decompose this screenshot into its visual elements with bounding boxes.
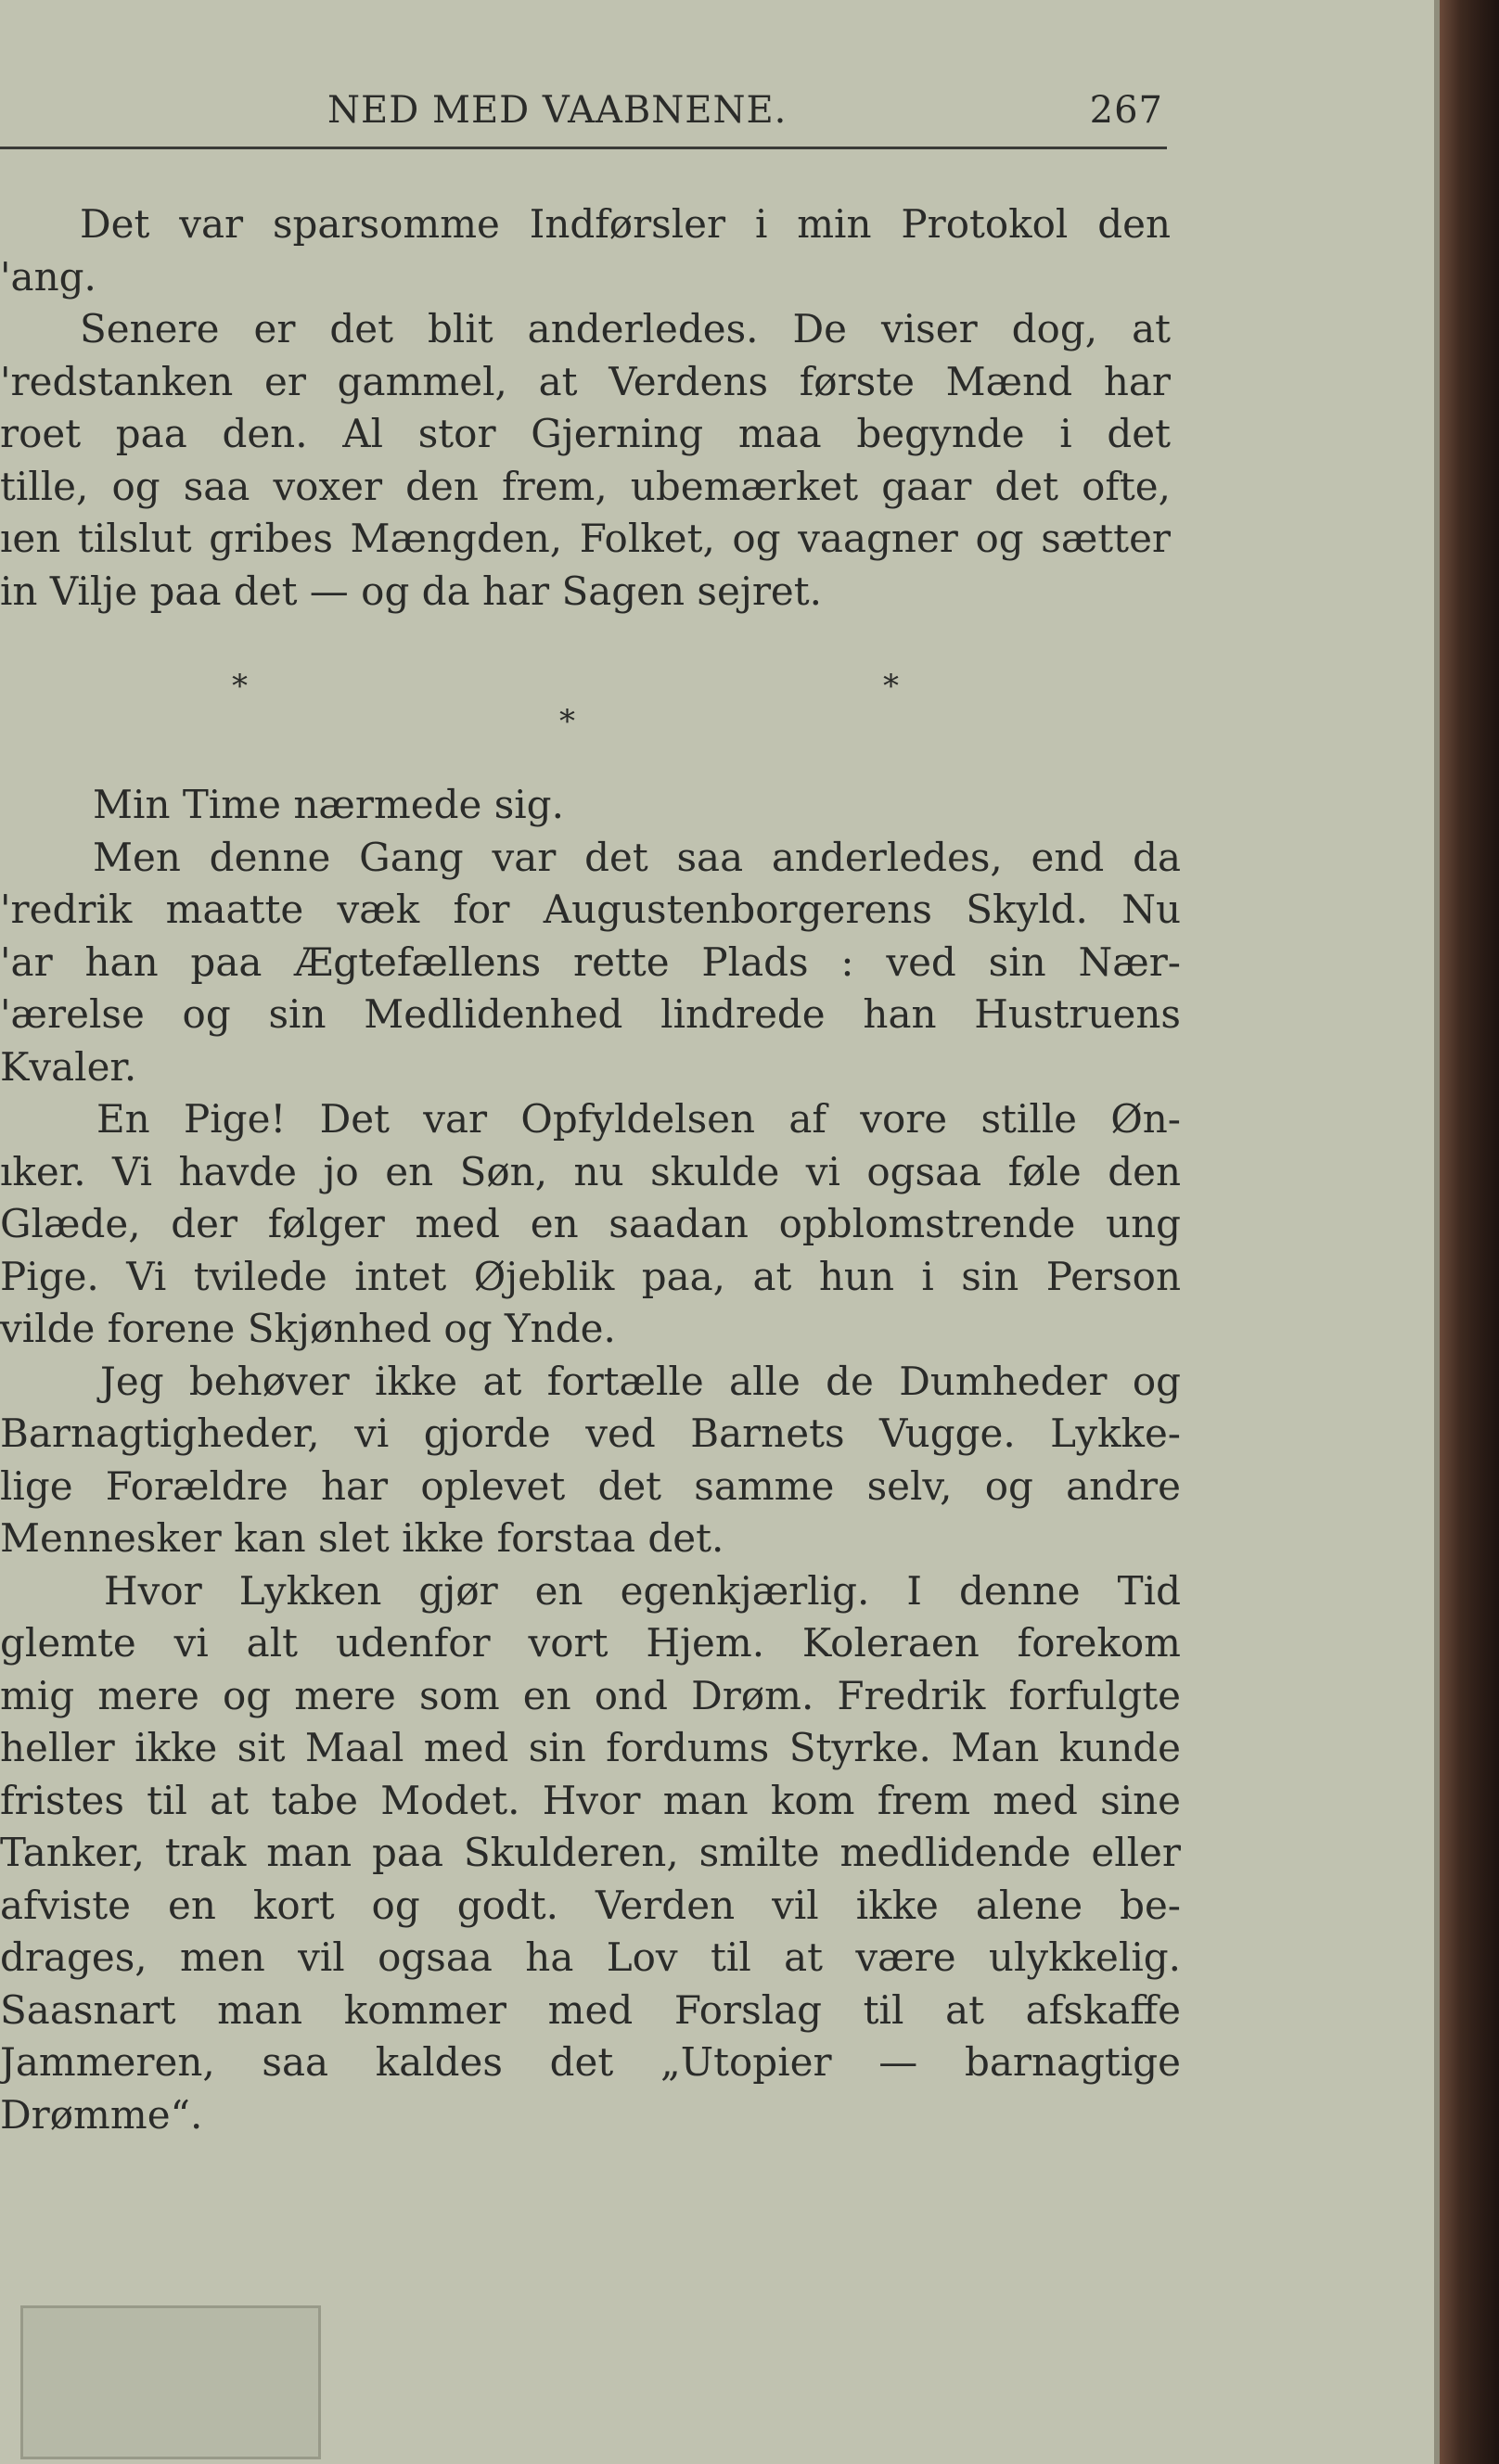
- text-line: heller ikke sit Maal med sin fordums Styrke. Man kunde: [0, 1725, 1181, 1770]
- text-line: drages, men vil ogsaa ha Lov til at være ulykkelig.: [0, 1934, 1181, 1980]
- text-line: ıker. Vi havde jo en Søn, nu skulde vi ogsaa føle den: [0, 1148, 1181, 1194]
- paragraph-block-2: [0, 779, 1181, 2141]
- text-line: En Pige! Det var Opfyldelsen af vore stille Øn-: [96, 1096, 1181, 1142]
- header-rule: [0, 147, 1167, 149]
- text-line: 'redrik maatte væk for Augustenborgerens Skyld. Nu: [0, 887, 1181, 932]
- text-line: Jeg behøver ikke at fortælle alle de Dumheder og: [100, 1358, 1181, 1404]
- text-line: Jammeren, saa kaldes det „Utopier — barnagtige: [0, 2039, 1181, 2085]
- text-line: afviste en kort og godt. Verden vil ikke alene be-: [0, 1882, 1181, 1928]
- text-line: Kvaler.: [0, 1043, 137, 1090]
- text-line: 'ar han paa Ægtefællens rette Plads : ved sin Nær-: [0, 938, 1181, 985]
- text-line: Min Time nærmede sig.: [93, 782, 564, 827]
- text-line: Det var sparsomme Indførsler i min Protokol den: [80, 201, 1171, 247]
- paper-blemish: [20, 2305, 321, 2459]
- running-title: NED MED VAABNENE.: [327, 89, 788, 132]
- asterisk: *: [883, 668, 899, 705]
- text-line: ıen tilslut gribes Mængden, Folket, og vaagner og sætter: [0, 516, 1171, 561]
- text-line: Glæde, der følger med en saadan opblomstrende ung: [0, 1201, 1181, 1246]
- text-line: Tanker, trak man paa Skulderen, smilte medlidende eller: [0, 1830, 1181, 1875]
- text-line: fristes til at tabe Modet. Hvor man kom frem med sine: [0, 1777, 1181, 1823]
- text-line: glemte vi alt udenfor vort Hjem. Koleraen forekom: [0, 1620, 1181, 1666]
- text-line: lige Forældre har oplevet det samme selv, og andre: [0, 1462, 1181, 1509]
- text-line: Men denne Gang var det saa anderledes, end da: [93, 834, 1181, 880]
- text-line: tille, og saa voxer den frem, ubemærket gaar det ofte,: [0, 463, 1171, 509]
- asterisk: *: [559, 703, 575, 740]
- text-line: Pige. Vi tvilede intet Øjeblik paa, at hun i sin Person: [0, 1253, 1181, 1299]
- text-line: Mennesker kan slet ikke forstaa det.: [0, 1515, 724, 1561]
- book-binding: [1440, 0, 1499, 2464]
- page-number: 267: [1089, 89, 1163, 132]
- paragraph-block-1: [0, 198, 1171, 618]
- text-line: Senere er det blit anderledes. De viser dog, at: [80, 306, 1171, 351]
- text-line: 'redstanken er gammel, at Verdens første Mænd har: [0, 358, 1171, 404]
- text-line: Saasnart man kommer med Forslag til at afskaffe: [0, 1986, 1181, 2033]
- asterisk: *: [232, 668, 248, 705]
- text-line: in Vilje paa det — og da har Sagen sejret.: [0, 568, 823, 614]
- running-header: [0, 89, 1171, 145]
- text-line: Hvor Lykken gjør en egenkjærlig. I denne Tid: [104, 1567, 1181, 1614]
- text-line: Barnagtigheder, vi gjorde ved Barnets Vugge. Lykke-: [0, 1411, 1181, 1456]
- text-line: Drømme“.: [0, 2091, 203, 2138]
- text-line: 'ærelse og sin Medlidenhed lindrede han Hustruens: [0, 991, 1181, 1037]
- text-line: roet paa den. Al stor Gjerning maa begynde i det: [0, 411, 1171, 456]
- text-line: 'ang.: [0, 253, 96, 300]
- text-line: mig mere og mere som en ond Drøm. Fredrik forfulgte: [0, 1672, 1181, 1718]
- text-line: vilde forene Skjønhed og Ynde.: [0, 1306, 616, 1351]
- section-break-asterisks: [0, 668, 1178, 751]
